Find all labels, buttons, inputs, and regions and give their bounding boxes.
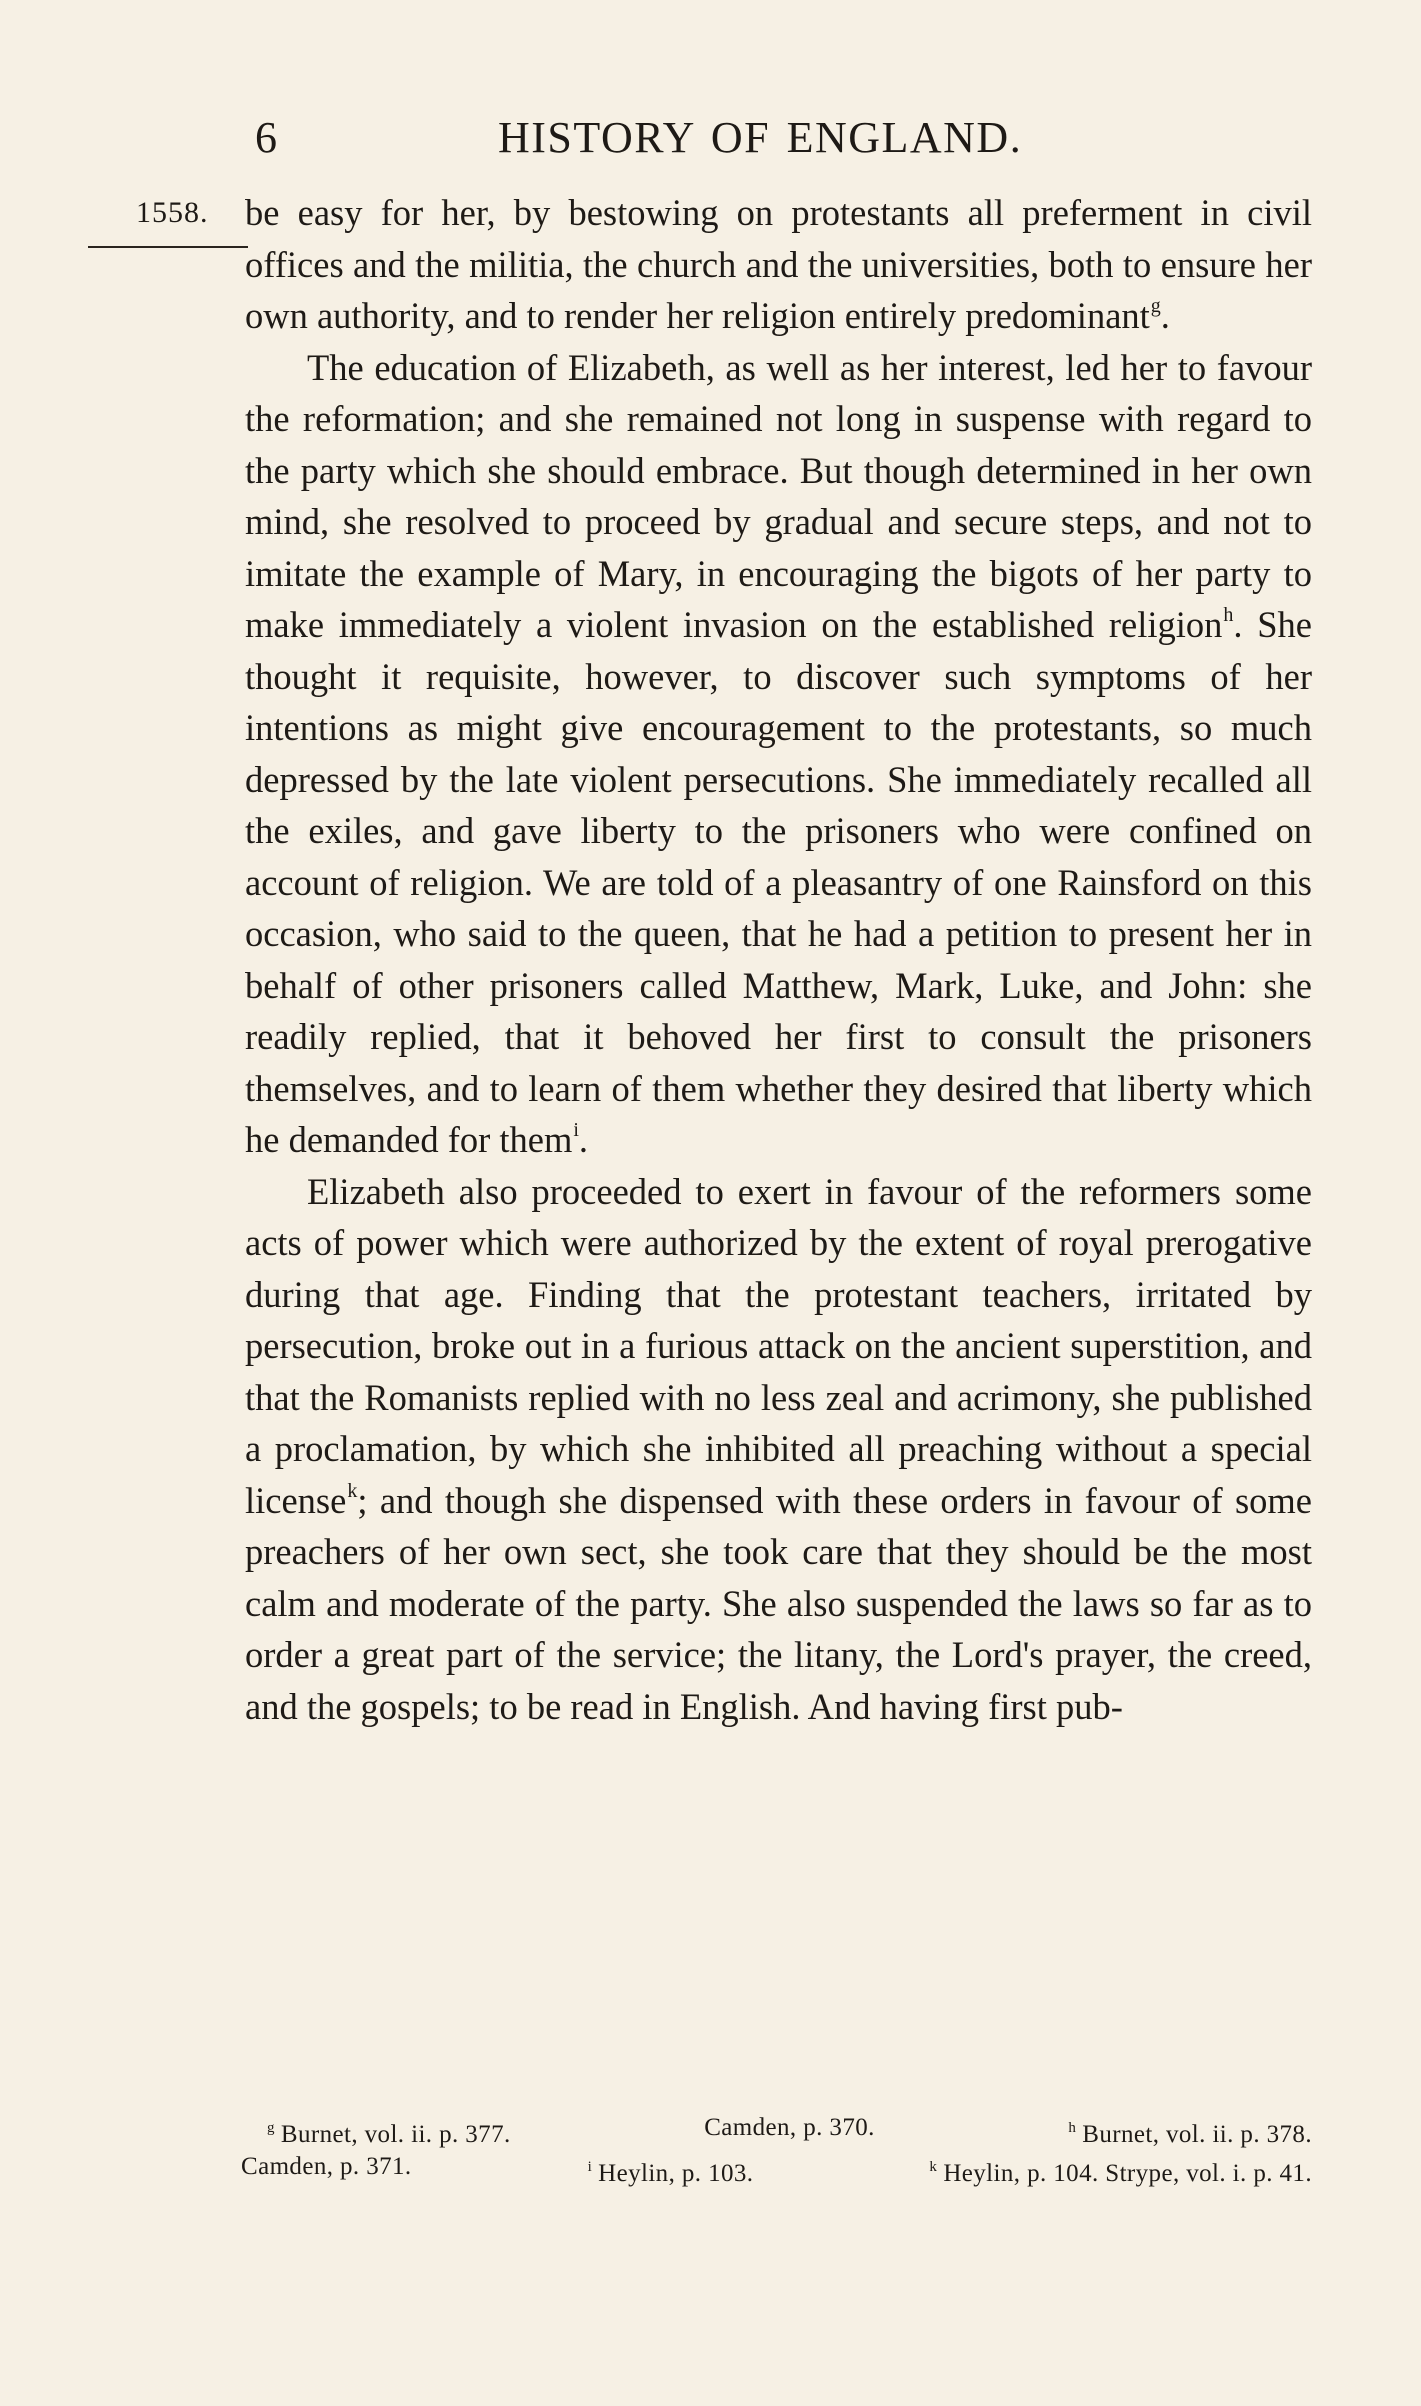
footnote-mark: i xyxy=(587,2159,593,2175)
footnote-ref-i: i xyxy=(573,1119,579,1141)
paragraph-end: . xyxy=(578,1119,589,1160)
footnote-line xyxy=(241,2151,1312,2190)
paragraph-end: . xyxy=(1160,295,1170,336)
running-title: HISTORY OF ENGLAND. xyxy=(498,113,1023,162)
footnote-item xyxy=(241,2151,412,2190)
footnote-line xyxy=(245,2112,1312,2151)
paragraph-1 xyxy=(245,187,1312,342)
footnote-ref-k: k xyxy=(347,1479,358,1502)
footnote-ref-h: h xyxy=(1223,604,1234,626)
footnote-mark: g xyxy=(267,2120,275,2136)
paragraph-text: Elizabeth also proceeded to exert in favour of the reformers some acts of power which were authorized by the extent of royal prerogative during that age. Finding that the protestant teachers, irritated by persecution, broke out in a furious attack on the ancient superstition, and that the Romanists replied with no less zeal and acrimony, she published a proclamation, by which she inhibited all preaching without a special license xyxy=(245,1170,1312,1521)
footnote-text: Heylin, p. 104. Strype, vol. i. p. 41. xyxy=(943,2160,1312,2187)
paragraph-text: ; and though she dispensed with these orders in favour of some preachers of her own sect, she took care that they should be the most calm and moderate of the party. She also suspended the laws so far as to order a great part of the service; the litany, the Lord's prayer, the creed, and the gospels; to be read in English. And having first pub- xyxy=(245,1479,1312,1727)
body-text xyxy=(245,187,1312,1732)
footnote-item xyxy=(1068,2112,1312,2151)
footnote-text: Burnet, vol. ii. p. 377. xyxy=(280,2121,511,2148)
paragraph-2 xyxy=(245,342,1312,1166)
margin-rule xyxy=(88,246,248,248)
footnotes xyxy=(241,2112,1312,2190)
footnote-mark: k xyxy=(929,2159,938,2175)
paragraph-text: . She thought it requisite, however, to discover such symptoms of her intentions as might give encouragement to the protestants, so much depressed by the late violent persecutions. She immediately recalled all the exiles, and gave liberty to the prisoners who were confined on account of religion. We are told of a pleasantry of one Rainsford on this occasion, who said to the queen, that he had a petition to present her in behalf of other prisoners called Matthew, Mark, Luke, and John: she readily replied, that it behoved her first to consult the prisoners themselves, and to learn of them whether they desired that liberty which he demanded for them xyxy=(245,604,1312,1160)
footnote-text: Camden, p. 370. xyxy=(704,2114,875,2141)
running-head xyxy=(0,112,1421,172)
footnote-text: Burnet, vol. ii. p. 378. xyxy=(1082,2121,1312,2148)
footnote-mark: h xyxy=(1068,2120,1077,2136)
margin-year: 1558. xyxy=(136,196,209,229)
paragraph-text: The education of Elizabeth, as well as her interest, led her to favour the reformation; and she remained not long in suspense with regard to the party which she should embrace. But though determined in her own mind, she resolved to proceed by gradual and secure steps, and not to imitate the example of Mary, in encouraging the bigots of her party to make immediately a violent invasion on the established religion xyxy=(245,346,1312,645)
paragraph-text: be easy for her, by bestowing on protestants all preferment in civil offices and the militia, the church and the universities, both to ensure her own authority, and to render her religion entirely predominant xyxy=(245,192,1312,336)
footnote-item xyxy=(267,2112,511,2151)
footnote-text: Heylin, p. 103. xyxy=(598,2160,754,2187)
footnote-item xyxy=(588,2151,754,2190)
footnote-item xyxy=(929,2151,1312,2190)
paragraph-3 xyxy=(245,1166,1312,1733)
page-number: 6 xyxy=(255,113,279,162)
footnote-item xyxy=(704,2112,875,2151)
footnote-ref-g: g xyxy=(1150,295,1161,317)
footnote-text: Camden, p. 371. xyxy=(241,2153,412,2180)
